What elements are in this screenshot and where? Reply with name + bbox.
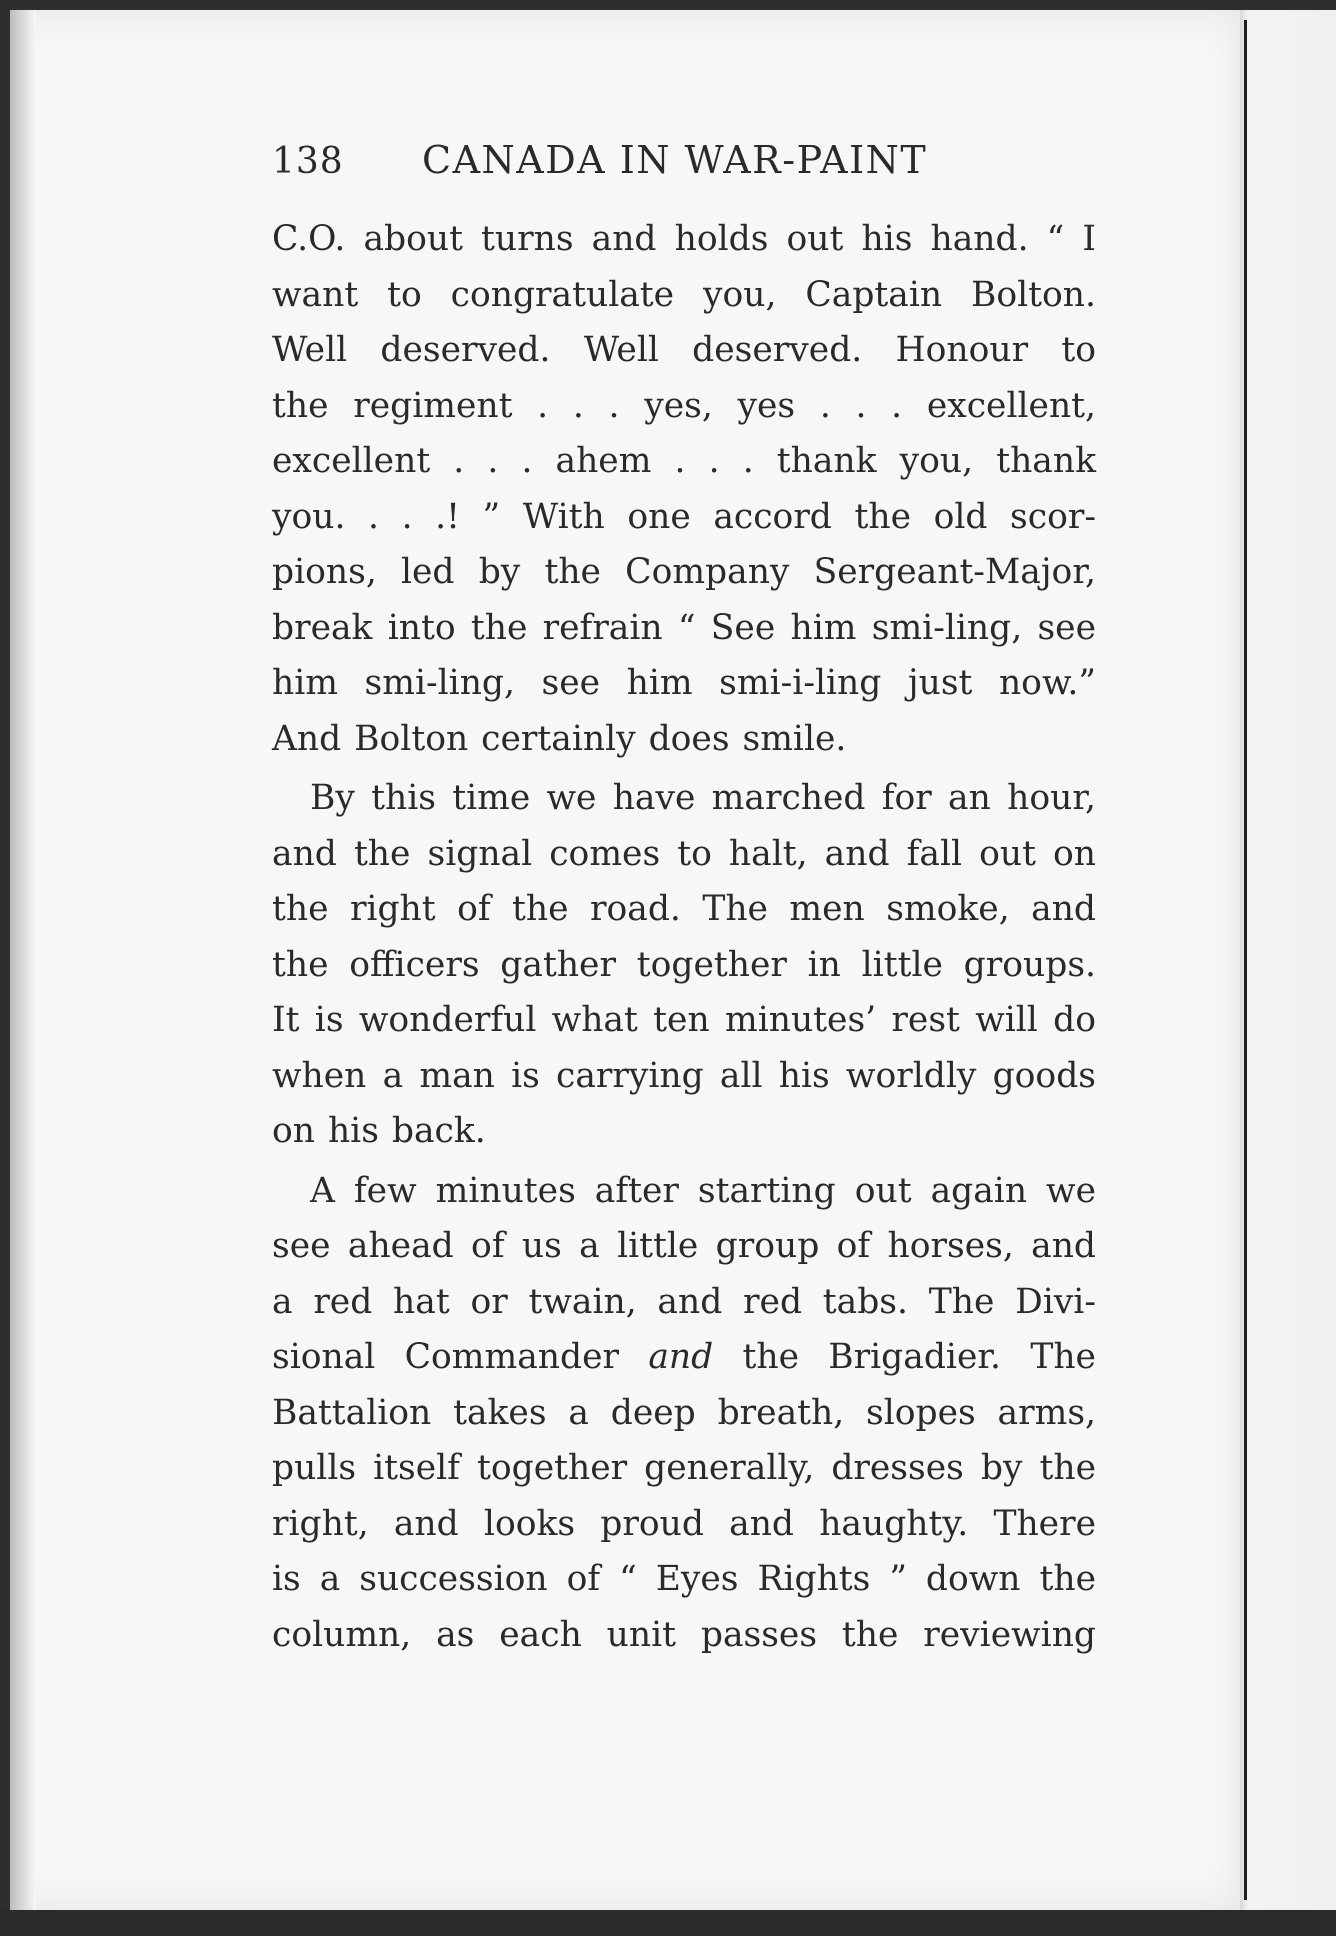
running-head-title: CANADA IN WAR-PAINT [422,138,928,182]
paragraph-1 [272,212,1096,767]
text-line: pions, led by the Company Sergeant-Major, [272,552,1096,592]
text-line: the regiment . . . yes, yes . . . excellent, [272,385,1096,426]
text-line: see ahead of us a little group of horses, and [272,1226,1096,1266]
text-line: and the signal comes to halt, and fall out on [272,833,1096,874]
paragraph-3 [272,1164,1096,1664]
text-line: And Bolton certainly does smile. [272,718,847,759]
text-line: Well deserved. Well deserved. Honour to [272,330,1096,370]
text-line: a red hat or twain, and red tabs. The Divi- [272,1281,1096,1322]
text-line: when a man is carrying all his worldly goods [272,1055,1096,1096]
text-line: on his back. [272,1111,486,1151]
page-edge-shadow [1244,20,1247,1900]
text-line: excellent . . . ahem . . . thank you, thank [272,441,1096,481]
text-line: column, as each unit passes the reviewing [272,1614,1096,1655]
text-line: you. . . .! ” With one accord the old scor- [272,496,1096,537]
text-line: the right of the road. The men smoke, and [272,889,1096,929]
text-line: C.O. about turns and holds out his hand. “ I [272,219,1096,259]
page-sheet [10,10,1240,1910]
text-line: is a succession of “ Eyes Rights ” down the [272,1559,1096,1599]
paragraph-2 [272,771,1096,1160]
text-line: him smi-ling, see him smi-i-ling just now.” [272,663,1096,703]
text-line: the officers gather together in little groups. [272,944,1096,985]
text-block [272,138,1096,1663]
running-head [272,138,1096,194]
text-line: A few minutes after starting out again we [310,1170,1096,1211]
text-line: It is wonderful what ten minutes’ rest will do [272,1000,1096,1040]
text-line: By this time we have marched for an hour, [310,778,1096,818]
text-line: Battalion takes a deep breath, slopes arms, [272,1392,1096,1433]
text-line: right, and looks proud and haughty. There [272,1503,1096,1544]
scan-bottom-border [0,1910,1336,1936]
adjacent-page-edge [1240,10,1336,1910]
text-line: want to congratulate you, Captain Bolton. [272,274,1096,315]
text-line: sional Commander and the Brigadier. The [272,1337,1096,1377]
page-number: 138 [272,141,344,182]
text-line: break into the refrain “ See him smi-ling, see [272,607,1096,648]
text-line: pulls itself together generally, dresses by the [272,1448,1096,1488]
